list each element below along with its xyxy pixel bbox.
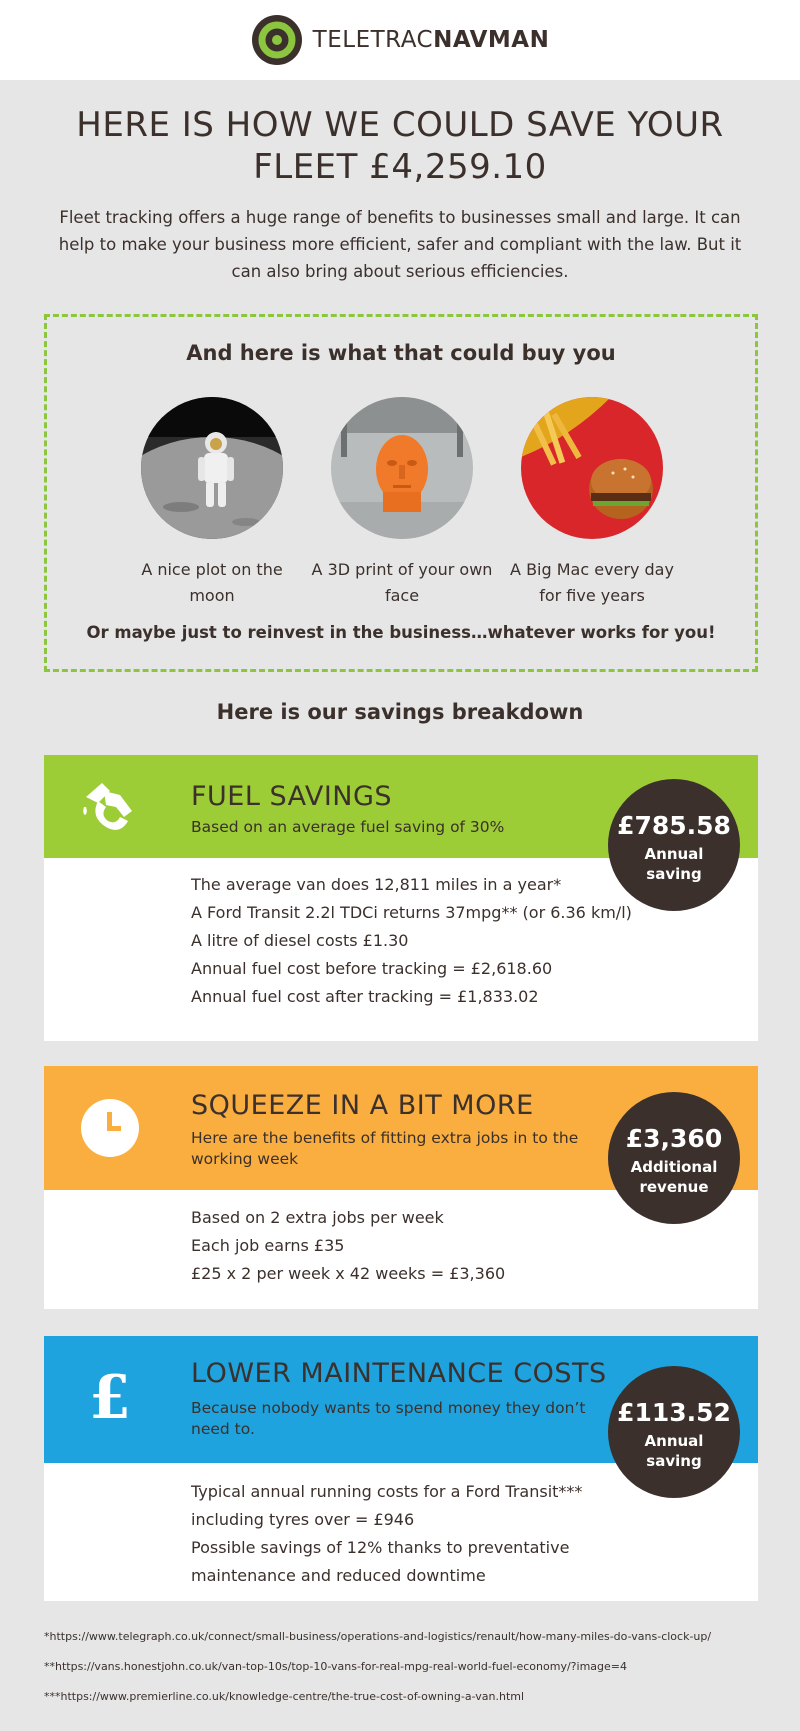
intro-paragraph: Fleet tracking offers a huge range of benefits to businesses small and large. It can help to make your business more efficient, safer and compliant with the law. But it can also bring about serious efficiencies. [58,208,742,281]
buy-item-3d-face [307,397,497,609]
detail-line: Annual fuel cost after tracking = £1,833.02 [191,987,539,1006]
card-title: FUEL SAVINGS [191,781,393,812]
detail-line: maintenance and reduced downtime [191,1566,486,1585]
card-title: SQUEEZE IN A BIT MORE [191,1090,534,1121]
detail-line: Each job earns £35 [191,1236,345,1255]
savings-badge [608,1366,740,1498]
header-bar [0,0,800,80]
detail-line: Annual fuel cost before tracking = £2,618.60 [191,959,553,978]
detail-line: A litre of diesel costs £1.30 [191,931,409,950]
detail-line: Based on 2 extra jobs per week [191,1208,444,1227]
buy-item-caption: A nice plot on the moon [141,560,283,605]
card-subtitle: Because nobody wants to spend money they don’t need to. [191,1399,586,1438]
badge-label-line1: Annual [644,1432,704,1450]
badge-label-line2: saving [646,1452,702,1470]
card-details [191,871,632,1011]
what-it-could-buy-box [44,314,758,672]
buy-item-moon [117,397,307,609]
badge-label-line1: Annual [644,845,704,863]
savings-breakdown-heading: Here is our savings breakdown [216,700,584,724]
extra-jobs-card [44,1066,758,1309]
buy-box-heading: And here is what that could buy you [186,341,616,365]
brand-name [313,27,550,53]
card-title: LOWER MAINTENANCE COSTS [191,1358,607,1389]
clock-icon [80,1098,140,1158]
fuel-nozzle-icon [80,777,140,837]
buy-item-caption: A Big Mac every day for five years [510,560,674,605]
fuel-savings-card [44,755,758,1041]
teletrac-navman-logo-icon [251,14,303,66]
astronaut-on-moon-photo [141,397,283,539]
badge-label-line2: saving [646,865,702,883]
footnote-link[interactable]: **https://vans.honestjohn.co.uk/van-top-10s/top-10-vans-for-real-mpg-real-world-fuel-economy/?image=4 [44,1660,627,1673]
page-title: HERE IS HOW WE COULD SAVE YOUR FLEET £4,259.10 [76,105,724,187]
badge-label-line1: Additional [630,1158,718,1176]
footnote-link[interactable]: ***https://www.premierline.co.uk/knowledge-centre/the-true-cost-of-owning-a-van.html [44,1690,525,1703]
badge-label-line2: revenue [639,1178,709,1196]
detail-line: including tyres over = £946 [191,1510,415,1529]
brand-part-teletrac: TELETRAC [312,27,434,53]
detail-line: Possible savings of 12% thanks to preventative [191,1538,570,1557]
buy-item-big-mac [497,397,687,609]
detail-line: A Ford Transit 2.2l TDCi returns 37mpg** (or 6.36 km/l) [191,903,632,922]
buy-item-caption: A 3D print of your own face [311,560,493,605]
badge-amount: £3,360 [625,1124,723,1153]
detail-line: The average van does 12,811 miles in a year* [191,875,562,894]
maintenance-costs-card [44,1336,758,1601]
brand-part-navman: NAVMAN [433,27,550,53]
badge-amount: £113.52 [617,1398,731,1427]
savings-badge [608,779,740,911]
buy-box-footer: Or maybe just to reinvest in the business…whatever works for you! [86,623,716,642]
footnotes [44,1622,764,1712]
burger-and-fries-photo [521,397,663,539]
card-subtitle: Based on an average fuel saving of 30% [191,818,505,836]
3d-printed-face-photo [331,397,473,539]
detail-line: Typical annual running costs for a Ford Transit*** [191,1482,583,1501]
svg-text:£: £ [89,1366,131,1426]
detail-line: £25 x 2 per week x 42 weeks = £3,360 [191,1264,506,1283]
card-details [191,1478,582,1590]
badge-amount: £785.58 [617,811,731,840]
pound-sign-icon [80,1366,140,1426]
savings-badge [608,1092,740,1224]
footnote-link[interactable]: *https://www.telegraph.co.uk/connect/small-business/operations-and-logistics/renault/how-many-miles-do-vans-clock-up/ [44,1630,712,1643]
card-subtitle: Here are the benefits of fitting extra jobs in to the working week [191,1129,579,1168]
card-details [191,1204,505,1288]
